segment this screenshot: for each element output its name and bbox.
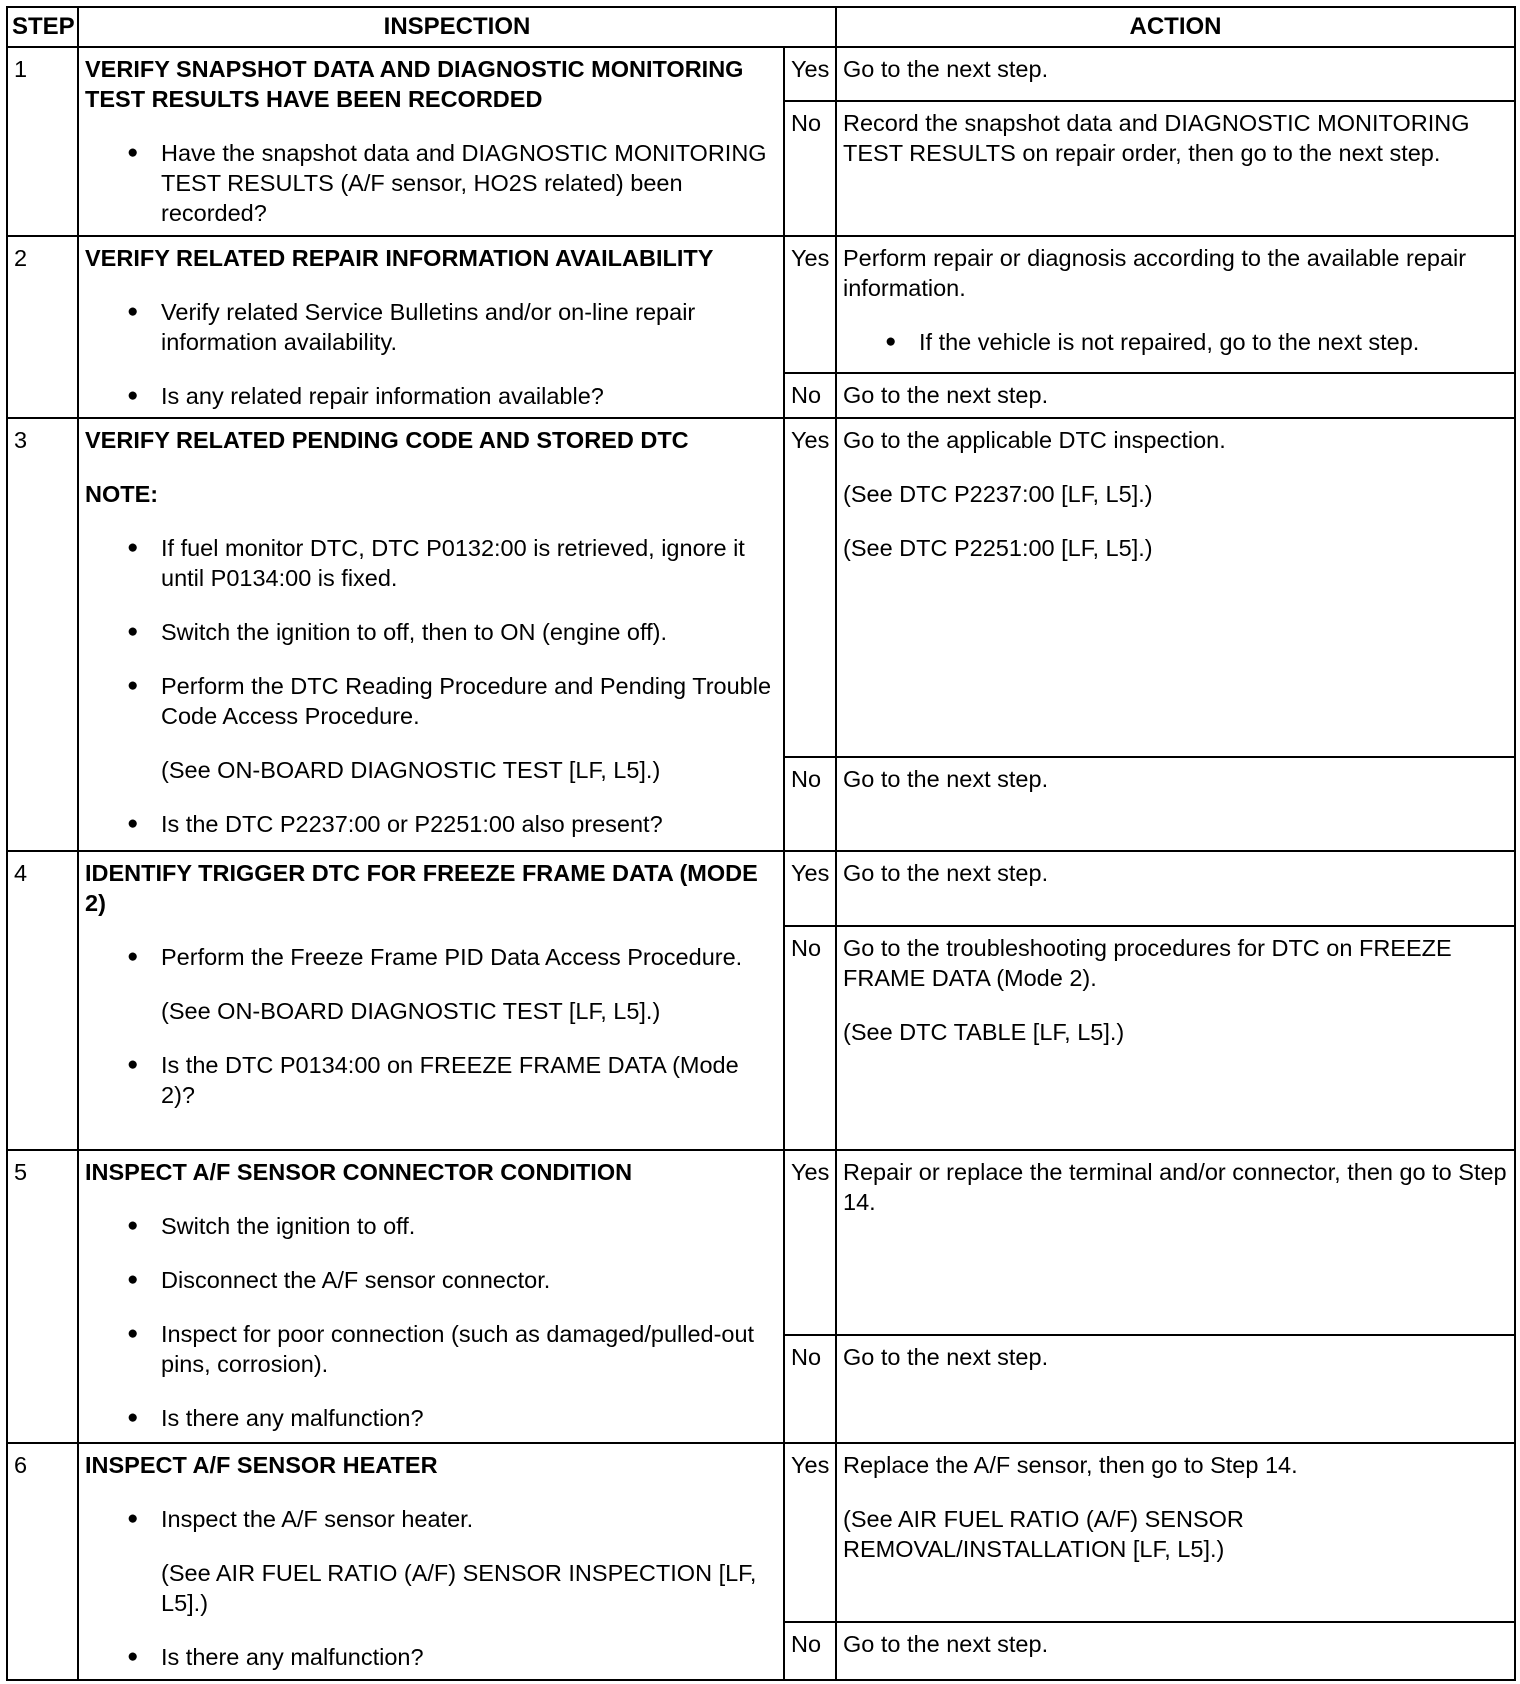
inspection-item: ● Switch the ignition to off, then to ON (engine off).	[85, 617, 777, 647]
no-action	[836, 1622, 1515, 1680]
step-number: 6	[7, 1443, 78, 1680]
table-row	[7, 47, 1515, 101]
step-number: 4	[7, 851, 78, 1150]
yes-label: Yes	[784, 47, 836, 101]
inspection-item: ● Is there any malfunction?	[85, 1642, 777, 1672]
reference-text: (See DTC P2237:00 [LF, L5].)	[843, 481, 1153, 508]
table-row	[7, 1150, 1515, 1335]
inspection-item: ● Perform the Freeze Frame PID Data Access Procedure.	[85, 942, 777, 972]
header-action: ACTION	[836, 7, 1515, 47]
inspection-item: ● Inspect the A/F sensor heater.	[85, 1504, 777, 1534]
inspection-item: ● Inspect for poor connection (such as damaged/pulled-out pins, corrosion).	[85, 1319, 777, 1379]
inspection-item: ● If fuel monitor DTC, DTC P0132:00 is retrieved, ignore it until P0134:00 is fixed.	[85, 533, 777, 593]
step-title: VERIFY RELATED PENDING CODE AND STORED DTC	[85, 427, 689, 454]
reference-text: (See AIR FUEL RATIO (A/F) SENSOR INSPECTION [LF, L5].)	[161, 1560, 757, 1617]
action-text: Go to the applicable DTC inspection.	[843, 427, 1226, 454]
no-label: No	[784, 1622, 836, 1680]
step-inspection	[78, 1443, 784, 1680]
inspection-item: ● Have the snapshot data and DIAGNOSTIC MONITORING TEST RESULTS (A/F sensor, HO2S related) been recorded?	[85, 138, 777, 228]
inspection-item: ● Is any related repair information available?	[85, 381, 777, 411]
step-title: INSPECT A/F SENSOR HEATER	[85, 1452, 438, 1479]
step-inspection	[78, 418, 784, 851]
action-text: Perform repair or diagnosis according to the available repair information.	[843, 244, 1467, 301]
diagnostic-table	[6, 6, 1516, 1681]
no-label: No	[784, 373, 836, 418]
step-inspection	[78, 851, 784, 1150]
yes-action	[836, 418, 1515, 757]
step-number: 2	[7, 236, 78, 419]
yes-action	[836, 1150, 1515, 1335]
no-action	[836, 926, 1515, 1151]
yes-label: Yes	[784, 418, 836, 757]
inspection-item: ● Perform the DTC Reading Procedure and Pending Trouble Code Access Procedure.	[85, 671, 777, 731]
inspection-item: ● Is the DTC P2237:00 or P2251:00 also present?	[85, 809, 777, 839]
no-action	[836, 373, 1515, 418]
action-text: Go to the next step.	[843, 56, 1049, 82]
inspection-item: ● Is the DTC P0134:00 on FREEZE FRAME DATA (Mode 2)?	[85, 1050, 777, 1110]
header-step: STEP	[7, 7, 78, 47]
step-title: IDENTIFY TRIGGER DTC FOR FREEZE FRAME DATA (MODE 2)	[85, 860, 758, 917]
yes-action	[836, 47, 1515, 101]
reference-text: (See ON-BOARD DIAGNOSTIC TEST [LF, L5].)	[161, 757, 661, 784]
no-label: No	[784, 101, 836, 235]
no-label: No	[784, 926, 836, 1151]
no-label: No	[784, 757, 836, 851]
step-number: 5	[7, 1150, 78, 1443]
step-title: VERIFY SNAPSHOT DATA AND DIAGNOSTIC MONITORING TEST RESULTS HAVE BEEN RECORDED	[85, 56, 744, 112]
inspection-item: ● Is there any malfunction?	[85, 1403, 777, 1433]
step-number: 3	[7, 418, 78, 851]
action-bullet: ● If the vehicle is not repaired, go to the next step.	[843, 327, 1508, 357]
header-inspection: INSPECTION	[78, 7, 836, 47]
action-text: Replace the A/F sensor, then go to Step 14.	[843, 1452, 1298, 1479]
no-label: No	[784, 1335, 836, 1443]
step-inspection	[78, 236, 784, 419]
note-label: NOTE:	[85, 481, 159, 508]
yes-action	[836, 236, 1515, 373]
reference-text: (See ON-BOARD DIAGNOSTIC TEST [LF, L5].)	[161, 998, 661, 1025]
no-action	[836, 101, 1515, 235]
action-text: Go to the next step.	[843, 860, 1049, 887]
yes-label: Yes	[784, 851, 836, 925]
inspection-item: ● Verify related Service Bulletins and/or on-line repair information availability.	[85, 297, 777, 357]
action-text: Go to the troubleshooting procedures for DTC on FREEZE FRAME DATA (Mode 2).	[843, 934, 1452, 991]
yes-action	[836, 851, 1515, 925]
reference-text: (See DTC P2251:00 [LF, L5].)	[843, 535, 1153, 562]
yes-label: Yes	[784, 1443, 836, 1622]
table-row	[7, 851, 1515, 925]
action-text: Go to the next step.	[843, 1630, 1049, 1657]
no-action	[836, 757, 1515, 851]
step-inspection	[78, 47, 784, 236]
step-title: INSPECT A/F SENSOR CONNECTOR CONDITION	[85, 1159, 633, 1186]
yes-label: Yes	[784, 1150, 836, 1335]
action-text: Repair or replace the terminal and/or connector, then go to Step 14.	[843, 1159, 1507, 1216]
table-row	[7, 418, 1515, 757]
action-text: Record the snapshot data and DIAGNOSTIC MONITORING TEST RESULTS on repair order, then go to the next step.	[843, 110, 1470, 167]
table-row	[7, 236, 1515, 373]
action-text: Go to the next step.	[843, 766, 1049, 793]
yes-action	[836, 1443, 1515, 1622]
table-row	[7, 1443, 1515, 1622]
no-action	[836, 1335, 1515, 1443]
reference-text: (See DTC TABLE [LF, L5].)	[843, 1018, 1125, 1045]
inspection-item: ● Switch the ignition to off.	[85, 1211, 777, 1241]
action-text: Go to the next step.	[843, 381, 1049, 408]
step-title: VERIFY RELATED REPAIR INFORMATION AVAILABILITY	[85, 244, 714, 271]
yes-label: Yes	[784, 236, 836, 373]
reference-text: (See AIR FUEL RATIO (A/F) SENSOR REMOVAL/INSTALLATION [LF, L5].)	[843, 1506, 1244, 1563]
step-number: 1	[7, 47, 78, 236]
inspection-item: ● Disconnect the A/F sensor connector.	[85, 1265, 777, 1295]
action-text: Go to the next step.	[843, 1343, 1049, 1370]
step-inspection	[78, 1150, 784, 1443]
